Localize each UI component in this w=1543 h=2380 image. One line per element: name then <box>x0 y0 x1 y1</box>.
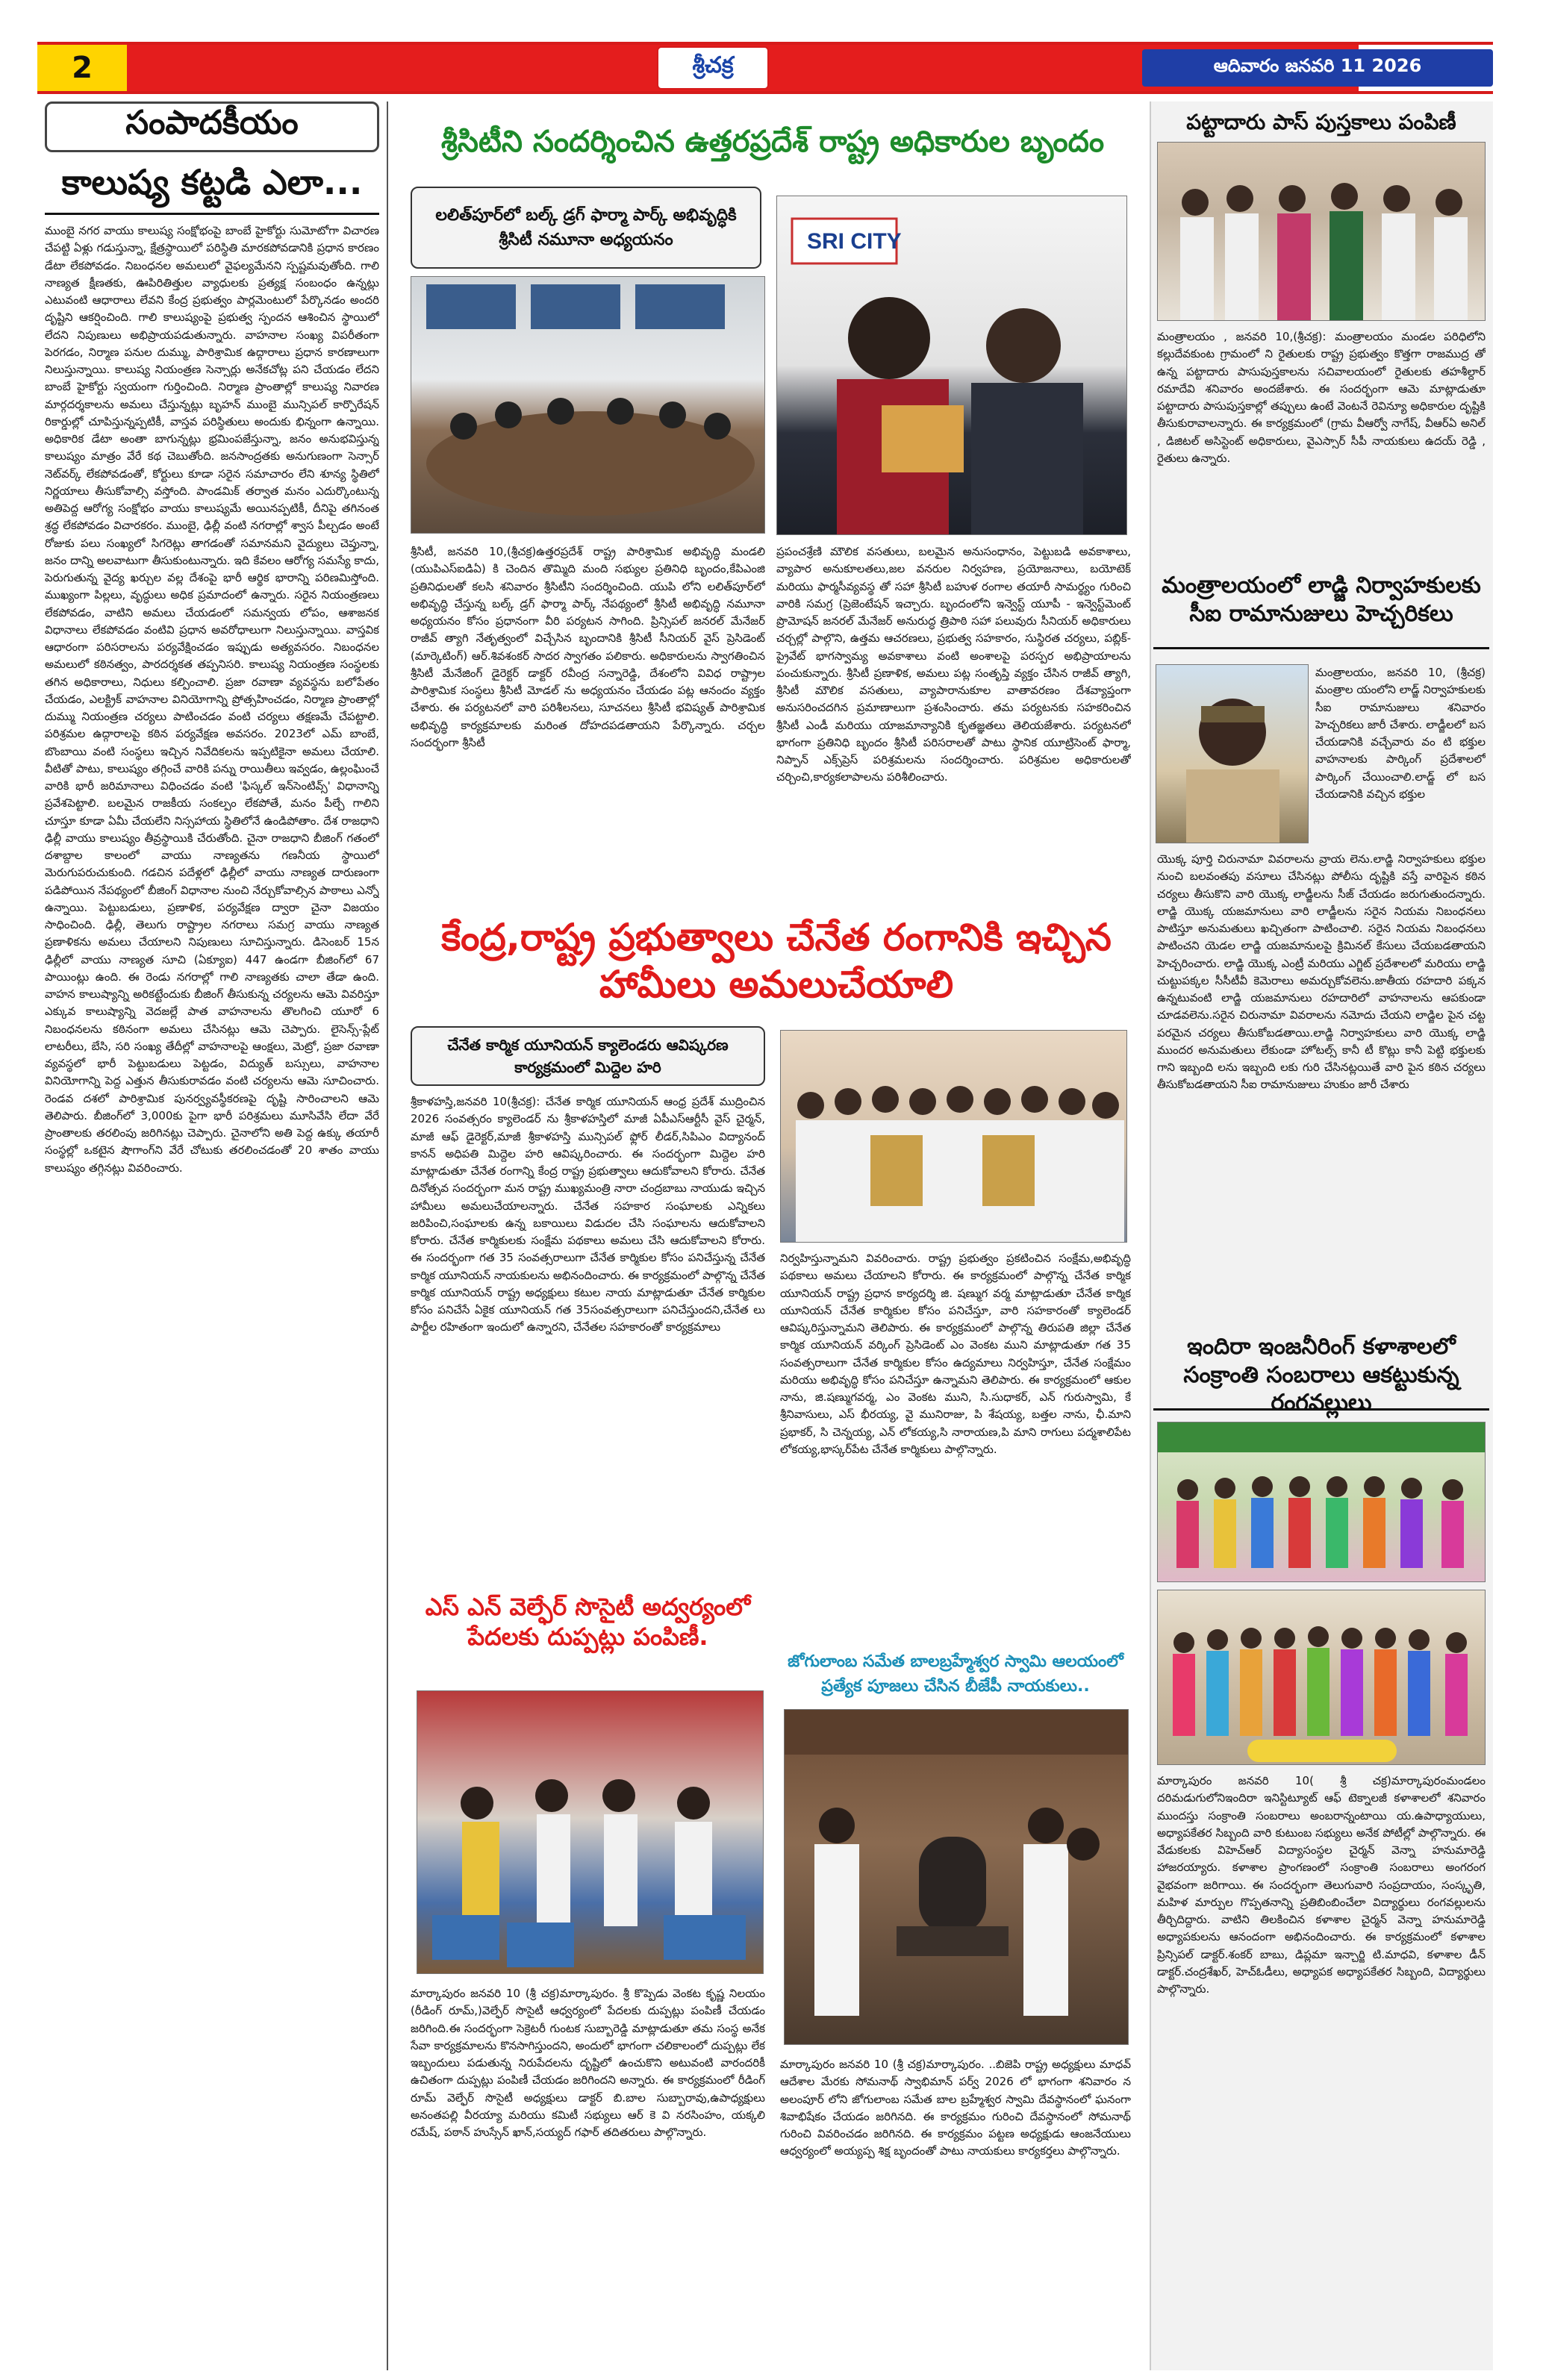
meeting-room-photo <box>411 276 765 534</box>
story-c-headline: ఇందిరా ఇంజనీరింగ్ కళాశాలలో సంక్రాంతి సంబరాలు ఆకట్టుకున్న రంగవల్లులు <box>1153 1328 1489 1411</box>
story-b-body-intro: మంత్రాలయం, జనవరి 10, (శ్రీచక్ర) మంత్రాల యంలోని లాడ్జ్ నిర్వాహకులకు సీఐ రామానుజులు శనివారం హెచ్చరికలు జారీ చేశారు. లాడ్జీలలో బస చేయడానికి వచ్చేవారు వం టి భక్తుల వాహనాలకు పార్కింగ్ ప్రదేశాలలో పార్కింగ్ చేయించాలి.లాడ్జ్ లో బస చేయడానికి వచ్చిన భక్తుల <box>1315 666 1486 801</box>
story1-subhead: లలిత్‌పూర్‌లో బల్క్ డ్రగ్ ఫార్మా పార్క్ అభివృద్ధికి శ్రీసిటీ నమూనా అధ్యయనం <box>411 187 761 269</box>
editorial-body: ముంబై నగర వాయు కాలుష్య సంక్షోభంపై బాంబే హైకోర్టు సుమోటోగా విచారణ చేపట్టి ఏళ్లు గడుస్తున్నా, క్షేత్రస్థాయిలో పరిస్థితి మారకపోవడానికి ప్రధాన కారణం డేటా లేకపోవడం. నిబంధనల అమలులో వైఫల్యమేనని స్పష్టమవుతోంది. గాలి నాణ్యత క్షీణతకు, ఊపిరితిత్తుల వ్యాధులకు ప్రత్యక్ష సంబంధం ఉన్నట్లు ఎటువంటి ఆధారాలు లేవని కేంద్ర ప్రభుత్వం పార్లమెంటులో పేర్కొనడం అందరి దృష్టిని ఆకర్షించింది. గాలి కాలుష్యంపై ప్రభుత్వ స్పందన ఆశించిన స్థాయిలో లేదని నిపుణులు అభిప్రాయపడుతున్నారు. వాహనాల సంఖ్య విపరీతంగా పెరగడం, నిర్మాణ పనుల దుమ్ము, పారిశ్రామిక ఉద్గారాలు ప్రధాన కారణాలుగా నిలుస్తున్నాయి. కాలుష్య నియంత్రణ సెన్సార్లు అనేకచోట్ల పని చేయడం లేదని బాంబే హైకోర్టు స్వయంగా గుర్తించింది. నిర్మాణ ప్రాంతాల్లో కాలుష్య నివారణ మార్గదర్శకాలను అమలు చేస్తున్నట్లు బృహన్ ముంబై మున్సిపల్ కార్పొరేషన్ రికార్డుల్లో చూపిస్తున్నప్పటికీ, వాస్తవ పరిస్థితులు అందుకు భిన్నంగా ఉన్నాయి. అధికారిక డేటా అంతా బాగున్నట్లు భ్రమింపజేస్తున్నా, జనం అనుభవిస్తున్న కాలుష్యం మాత్రం వేరే కథ చెబుతోంది. జనసాంద్రతకు అనుగుణంగా సెన్సార్ నెట్‌వర్క్ లేకపోవడంతో, కోర్టులు కూడా సరైన సమాచారం లేని శూన్య స్థితిలో నిర్ణయాలు తీసుకోవాల్సి వస్తోంది. పాండమిక్ తర్వాత మనం ఎదుర్కొంటున్న అతిపెద్ద ఆరోగ్య సంక్షోభం వాయు కాలుష్యమే అయినప్పటికీ, దీనిపై తగినంత శ్రద్ధ లేకపోవడం విచారకరం. ముంబై, ఢిల్లీ వంటి నగరాల్లో శ్వాస పీల్చడం అంటే రోజుకు పలు సంఖ్యలో సిగరెట్లు తాగడంతో సమానమని వైద్యులు చెప్తున్నా, జనం దాన్ని అలవాటుగా తీసుకుంటున్నారు. ఇది కేవలం ఆరోగ్య సమస్యే కాదు, పెరుగుతున్న వైద్య ఖర్చుల వల్ల దేశంపై భారీ ఆర్థిక భారాన్ని పరిణమిస్తోంది. ముఖ్యంగా పిల్లలు, వృద్ధులు అధిక ప్రమాదంలో ఉన్నారు. సరైన నియంత్రణలు లేకపోవడం, వాటిని అమలు చేయడంలో సమన్వయ లోపం, ఆశాజనక విధానాలు లేకపోవడం వంటివి ప్రధాన అవరోధాలుగా నిలుస్తున్నాయి. వాస్తవిక ఆధారంగా పరిసరాలను పర్యవేక్షించడం ఇప్పుడు అత్యవసరం. నిబంధనల అమలులో కఠినత్వం, పారదర్శకత తప్పనిసరి. కాలుష్య నియంత్రణ సంస్థలకు తగిన అధికారాలు, నిధులు కల్పించాలి. ప్రజా రవాణా వ్యవస్థను బలోపేతం చేయడం, ఎలక్ట్రిక్ వాహనాల వినియోగాన్ని ప్రోత్సహించడం, నిర్మాణ ప్రాంతాల్లో దుమ్ము నియంత్రణ చర్యలు పాటించడం వంటి చర్యలు తక్షణమే చేపట్టాలి. పరిశ్రమల ఉద్గారాలపై కఠిన పర్యవేక్షణ అవసరం. 2023లో ఎమ్ బాంబే, బొంబాయి వంటి సంస్థలు ఇచ్చిన నివేదికలను ఇప్పటికైనా అమలు చేయాలి. వీటితో పాటు, కాలుష్యం తగ్గించే వారికి పన్ను రాయితీలు ఇవ్వడం, ఉల్లంఘించే వారికి భారీ జరిమానాలు విధించడం వంటి 'ఫిస్కల్ ఇన్‌సెంటివ్స్' విధానాన్ని ప్రవేశపెట్టాలి. బలమైన రాజకీయ సంకల్పం లేకపోతే, మనం పీల్చే గాలిని చూస్తూ కూడా ఏమీ చేయలేని నిస్సహాయ స్థితిలోనే ఉండిపోతాం. దేశ రాజధాని ఢిల్లీ వాయు కాలుష్యం తీవ్రస్థాయికి చేరుతోంది. చైనా రాజధాని బీజింగ్ గతంలో దశాబ్దాల కాలంలో వాయు నాణ్యతను గణనీయ స్థాయిలో మెరుగుపరుచుకుంది. గడచిన పదేళ్లలో ఢిల్లీలో వాయు నాణ్యత దారుణంగా పడిపోయిన నేపథ్యంలో బీజింగ్ విధానాల నుంచి నేర్చుకోవాల్సిన పాఠాలు ఎన్నో ఉన్నాయి. పెట్టుబడులు, ప్రణాళిక, పర్యవేక్షణ ద్వారా చైనా విజయం సాధించింది. ఢిల్లీ, తెలుగు రాష్ట్రాల నగరాలు సమగ్ర వాయు నాణ్యత ప్రణాళికను అమలు చేయాలని నిపుణులు సూచిస్తున్నారు. డిసెంబర్ 15న ఢిల్లీలో వాయు నాణ్యత సూచి (ఏక్యూఐ) 447 ఉండగా బీజింగ్‌లో 67 పాయింట్లు ఉంది. ఈ రెండు నగరాల్లో గాలి నాణ్యతకు చాలా తేడా ఉంది. వాహన కాలుష్యాన్ని అరికట్టేందుకు బీజింగ్ తీసుకున్న చర్యలను ఆమె వివరిస్తూ ఎక్కువ కాలుష్యాన్ని వెదజల్లే పాత వాహనాలను తొలగించి యూరో 6 నిబంధనలను కఠినంగా అమలు చేసినట్లు ఆమె చెప్పారు. లైసెన్స్-ప్లేట్ లాటరీలు, బేసి, సరి సంఖ్య తేదీల్లో వాహనాలపై ఆంక్షలు, మెట్రో, ప్రజా రవాణా వ్యవస్థలో భారీ పెట్టుబడులు పెట్టడం, విద్యుత్ బస్సులు, వాహనాల వినియోగాన్ని పెద్ద ఎత్తున తీసుకురావడం వంటి చర్యలను ఆమె సూచించారు. రెండవ దశలో పారిశ్రామిక పునర్వ్యవస్థీకరణపై దృష్టి సారించాలని ఆమె తెలిపారు. బీజింగ్‌లో 3,000కు పైగా భారీ పరిశ్రమలు మూసివేసి లేదా వేరే ప్రాంతాలకు తరలింపు జరిగినట్లు చెప్పారు. చైనాలోని అతి పెద్ద ఉక్కు తయారీ సంస్థల్లో ఒకటైన షౌగాంగ్‌ని వేరే చోటుకు తరలించడంతో 20 శాతం వాయు కాలుష్యం తగ్గినట్లు వివరించారు. <box>45 224 379 1175</box>
newspaper-logo: శ్రీచక్ర <box>657 46 769 90</box>
delegation-illustration <box>777 196 1127 535</box>
story2-subhead: చేనేత కార్మిక యూనియన్ క్యాలెండరు ఆవిష్కరణ కార్యక్రమంలో మిద్దెల హరి <box>411 1026 765 1086</box>
story2-body-right: నిర్వహిస్తున్నామని వివరించారు. రాష్ట్ర ప్రభుత్వం ప్రకటించిన సంక్షేమ,అభివృద్ధి పథకాలు అమలు చేయాలని కోరారు. ఈ కార్యక్రమంలో పాల్గొన్న చేనేత కార్మిక యూనియన్ రాష్ట్ర ప్రధాన కార్యదర్శి జి. షణ్ముగ వర్మ మాట్లాడుతూ చేనేత కార్మిక యూనియన్ చేనేత కార్మికుల కోసం పనిచేస్తూ, వారి సహకారంతో క్యాలెండర్ ఆవిష్కరిస్తున్నామని తెలిపారు. ఈ కార్యక్రమంలో పాల్గొన్న తిరుపతి జిల్లా చేనేత కార్మిక యూనియన్ వర్కింగ్ ప్రెసిడెంట్ ఎం వెంకట ముని మాట్లాడుతూ గత 35 సంవత్సరాలుగా చేనేత కార్మికుల కోసం ఉద్యమాలు నిర్వహిస్తూ, చేనేత సంక్షేమం మరియు అభివృద్ధి కోసం పనిచేస్తూ ఉన్నామని తెలిపారు. ఈ కార్యక్రమంలో ఆకుల నాను, జి.షణ్ముగవర్మ, ఎం వెంకట ముని, సి.సుధాకర్, ఎన్ గురుస్వామి, కే శ్రీనివాసులు, ఎస్ భీరయ్య, వై మునిరాజు, పి శేషయ్య, బత్తల నాను, ఛీ.మాని ప్రభాకర్, సి చెన్నయ్య, ఎన్ లోకయ్య,సి నారాయణ,పి మాని రాగులు పద్మశాలిపేట లోకయ్య,భాస్కర్‌పేట చేనేత కార్మికులు పాల్గొన్నారు. <box>780 1252 1131 1456</box>
pass-book-illustration <box>1158 143 1486 321</box>
calendar-group-illustration <box>781 1031 1127 1243</box>
story2-body-left: శ్రీకాళహస్తి,జనవరి 10(శ్రీచక్ర): చేనేత కార్మిక యూనియన్ ఆంధ్ర ప్రదేశ్ ముద్రించిన 2026 సంవత్సరం క్యాలెండర్ ను శ్రీకాళహస్తిలో మాజీ ఏపీఎస్ఆర్టీసీ వైస్ చైర్మన్, మాజీ ఆఫ్ డైరెక్టర్,మాజీ శ్రీకాళహస్తి మున్సిపల్ ఫ్లోర్ లీడర్,సిపిఎం విద్యానంద్ కానన్ అధిపతి మిద్దెల హరి ఆవిష్కరించారు. ఈ సందర్భంగా మిద్దెల హరి మాట్లాడుతూ చేనేత రంగాన్ని కేంద్ర రాష్ట్ర ప్రభుత్వాలు ఆదుకోవాలని కోరారు. చేనేత దినోత్సవ సందర్భంగా మన రాష్ట్ర ముఖ్యమంత్రి నారా చంద్రబాబు నాయుడు ఇచ్చిన హామీలు అమలుచేయాలన్నారు. చేనేత సహకార సంఘాలకు ఎన్నికలు జరిపించి,సంఘాలకు ఉన్న బకాయిలు విడుదల చేసి సంఘాలను ఆదుకోవాలని కోరారు. చేనేత కార్మికులకు సంక్షేమ పథకాలు అమలు చేసి ఆదుకోవాలని కోరారు. ఈ సందర్భంగా గత 35 సంవత్సరాలుగా చేనేత కార్మికుల కోసం పనిచేస్తున్న చేనేత కార్మిక యూనియన్ నాయకులను అభినందించారు. ఈ కార్యక్రమంలో పాల్గొన్న చేనేత కార్మిక యూనియన్ రాష్ట్ర అధ్యక్షులు కటుల నాయ మాట్లాడుతూ చేనేత కార్మికుల కోసం పనిచేసే ఏకైక యూనియన్ గత 35సంవత్సరాలుగా పనిచేస్తుందని,చేనేత లు పార్టీల రహితంగా ఇందులో ఉన్నారని, చేనేతల సహకారంతో కార్యక్రమాలు <box>411 1095 765 1334</box>
story-a-headline: పట్టాదారు పాస్ పుస్తకాలు పంపిణీ <box>1186 110 1456 134</box>
story2-headline: కేంద్ర,రాష్ట్ర ప్రభుత్వాలు చేనేత రంగానికి ఇచ్చిన హామీలు అమలుచేయాలి <box>441 916 1112 1006</box>
page-number: 2 <box>37 45 127 91</box>
editorial-heading: సంపాదకీయం <box>45 101 379 152</box>
pass-book-photo <box>1157 142 1486 321</box>
temple-illustration <box>785 1710 1129 2045</box>
issue-date: ఆదివారం జనవరి 11 2026 <box>1142 49 1493 87</box>
sankranti-photo-1 <box>1157 1422 1486 1582</box>
blanket-distribution-photo <box>417 1690 764 1974</box>
editorial-title: కాలుష్య కట్టడి ఎలా... <box>45 160 379 215</box>
sri-city-sign: SRI CITY <box>807 229 902 254</box>
sankranti-illustration-1 <box>1158 1422 1486 1582</box>
story3-headline: ఎస్ ఎన్ వెల్ఫేర్ సొసైటీ అద్వర్యంలో పేదలకు దుప్పట్లు పంపిణీ. <box>425 1592 751 1651</box>
sankranti-photo-2 <box>1157 1590 1486 1765</box>
story-a-body: మంత్రాలయం , జనవరి 10,(శ్రీచక్ర): మంత్రాలయం మండల పరిధిలోని కల్లుదేవకుంట గ్రామంలో ని రైతులకు రాష్ట్ర ప్రభుత్వం కొత్తగా రాజముద్ర తో ఉన్న పట్టాదారు పాసుపుస్తకాలను సచివాలయంలో రైతులకు తహశీల్దార్ రమాదేవి శనివారం అందజేశారు. ఈ సందర్భంగా ఆమె మాట్లాడుతూ పట్టాదారు పాసుపుస్తకాల్లో తప్పులు ఉంటే వెంటనే రెవిన్యూ అధికారుల దృష్టికి తీసుకురావాలన్నారు. ఈ కార్యక్రమంలో (గ్రామ వీఆర్వో నాగేష్, వీఆర్ఏ అనిల్ , డిజిటల్ అసిస్టెంట్ అధికారులు, వైఎస్సార్ సీపీ నాయకులు ఉదయ్ రెడ్డి , రైతులు ఉన్నారు. <box>1157 330 1486 465</box>
ci-portrait-illustration <box>1156 665 1309 843</box>
calendar-release-photo <box>780 1030 1127 1243</box>
meeting-table-illustration <box>411 277 765 534</box>
blanket-distribution-illustration <box>417 1691 764 1974</box>
story1-body-right: ప్రపంచశ్రేణి మౌలిక వసతులు, బలమైన అనుసంధానం, పెట్టుబడి అవకాశాలు, వ్యాపార అనుకూలతలు,జల వనరుల నిర్వహణ, ప్రయోజనాలు, బయోటెక్ మరియు ఫార్మసీవ్యవస్థ తో సహా శ్రీసిటీ బహుళ రంగాల తయారీ సామర్థ్యం గురించి వారికి సమగ్ర (ప్రెజెంటేషన్ ఇచ్చారు. బృందంలోని ఇన్వెస్ట్ యూపీ - ఇన్వెస్ట్‌మెంట్ ప్రొమోషన్ జనరల్ మేనేజర్ అనురుద్ధ త్రిపాఠి సహా పలువురు సీనియర్ అధికారులు చర్చల్లో పాల్గొని, ఉత్తమ ఆచరణలు, ప్రభుత్వ సహకారం, సుస్థిరత చర్యలు, పబ్లిక్-ప్రైవేట్ భాగస్వామ్య అవకాశాలు వంటి అంశాలపై పరస్పర అభిప్రాయాలను పంచుకున్నారు. శ్రీసిటీ ప్రణాళిక, అమలు పట్ల సంతృప్తి వ్యక్తం చేసిన రాజీవ్ త్యాగి, శ్రీసిటీ మౌలిక వసతులు, వ్యాపారానుకూల వాతావరణం దేశవ్యాప్తంగా అనుసరించదగిన ప్రమాణాలుగా ప్రశంసించారు. తమ పర్యటనకు సహకరించిన శ్రీసిటీ ఎండీ మరియు యాజమాన్యానికి కృతజ్ఞతలు తెలియజేశారు. పర్యటనలో భాగంగా ప్రతినిధి బృందం శ్రీసిటీ పరిసరాలతో పాటు స్థానిక యూట్రిసెంట్ ఫార్మా, నిప్పాన్ ఎక్స్‌ప్రెస్ పరిశ్రమలను సందర్శించారు. పరిశ్రమల అధికారులతో చర్చించి,కార్యకలాపాలను పరిశీలించారు. <box>776 545 1131 784</box>
temple-pooja-photo <box>784 1709 1129 2045</box>
story1-body-left: శ్రీసిటీ, జనవరి 10,(శ్రీచక్ర)ఉత్తరప్రదేశ్ రాష్ట్ర పారిశ్రామిక అభివృద్ధి మండలి (యుపిఎస్ఐడిఏ) కి చెందిన తొమ్మిది మంది సభ్యుల ప్రతినిధి బృందం,కేపిఎంజి ప్రతినిధులతో కలసి శనివారం శ్రీసిటీని సందర్శించింది. యుపి లోని లలిత్‌పూర్‌లో అభివృద్ధి చేస్తున్న బల్క్ డ్రగ్ ఫార్మా పార్క్ నేపథ్యంలో శ్రీసిటీ అభివృద్ధి నమూనా అధ్యయనం కోసం ప్రధానంగా వీరి పర్యటన సాగింది. ప్రిన్సిపల్ జనరల్ మేనేజర్ రాజీవ్ త్యాగి నేతృత్వంలో విచ్చేసిన బృందానికి శ్రీసిటీ సీనియర్ వైస్ ప్రెసిడెంట్ (మార్కెటింగ్) ఆర్.శివశంకర్ సాదర స్వాగతం పలికారు. అధికారులను స్వాగతించిన శ్రీసిటీ మేనేజింగ్ డైరెక్టర్ డాక్టర్ రవీంద్ర సన్నారెడ్డి, దేశంలోని వివిధ రాష్ట్రాల పారిశ్రామిక సంస్థలు శ్రీసిటీ మోడల్ ను అధ్యయనం చేయడం పట్ల ఆనందం వ్యక్తం చేశారు. ఈ పర్యటనలో వారి పరిశీలనలు, సూచనలు శ్రీసిటీ భవిష్యత్ పారిశ్రామిక అభివృద్ధి కార్యక్రమాలకు మరింత దోహదపడతాయని పేర్కొన్నారు. చర్చల సందర్భంగా శ్రీసిటీ <box>411 545 765 749</box>
story-c-body: మార్కాపురం జనవరి 10( శ్రీ చక్ర)మార్కాపురంమండలం దరిమడుగులోనిఇందిరా ఇనిస్టిట్యూట్ ఆఫ్ టెక్నాలజీ కళాశాలలో శనివారం ముందస్తు సంక్రాంతి సంబరాలు అంబరాన్నంటాయి య.ఉపాధ్యాయులు, అధ్యాపకేతర సిబ్బంది వారి కుటుంబ సభ్యులు అనేక పోటీల్లో పాల్గొన్నారు. ఈ వేడుకలకు విహెచ్‌ఆర్ విద్యాసంస్థల చైర్మన్ వెన్నా హనుమారెడ్డి హాజరయ్యారు. కళాశాల ప్రాంగణంలో సంక్రాంతి సంబరాలు అంగరంగ వైభవంగా జరిగాయి. ఈ సందర్భంగా తెలుగువారి సంప్రదాయం, సంస్కృతి, మహిళ మార్పుల గొప్పతనాన్ని ప్రతిబింబించేలా విద్యార్థులు రంగవల్లులను తీర్చిదిద్దారు. వాటిని తిలకించిన కళాశాల చైర్మన్ వెన్నా హనుమారెడ్డి అధ్యాపకులను ఆనందంగా అభినందించారు. ఈ కార్యక్రమంలో కళాశాల ప్రిన్సిపల్ డాక్టర్.శంకర్ బాబు, డిప్లమా ఇన్చార్జి టి.మాధవి, కళాశాల డీన్ డాక్టర్.చంద్రశేఖర్, హెచ్‌ఓడీలు, అధ్యాపక అధ్యాపకేతర సిబ్బంది, విద్యార్థులు పాల్గొన్నారు. <box>1157 1774 1486 1996</box>
editorial-column <box>45 101 388 2370</box>
story1-headline: శ్రీసిటీని సందర్శించిన ఉత్తరప్రదేశ్ రాష్ట్ర అధికారుల బృందం <box>440 125 1105 159</box>
story-b-body: యొక్క పూర్తి చిరునామా వివరాలను వ్రాయ లెను.లాడ్జి నిర్వాహకులు భక్తుల నుంచి బలవంతపు వసూలు చేసినట్లు పోలీసు దృష్టికి వస్తే వారిపైన కఠిన చర్యలు తీసుకొని వారి యొక్క లాడ్జీలను సీజ్ చేయడం జరుగుతుందన్నారు. లాడ్జి యొక్క యజమానులు వారి లాడ్జీలను సరైన నియమ నిబంధనలు పాటిస్తూ అనుమతులు ఖచ్చితంగా పాటించాలి. సరైన నియమ నిబంధనలు పాటించని యెడల లాడ్జి యజమానులపై క్రిమినల్ కేసులు చేయబడతాయని హెచ్చరించారు. లాడ్జి యొక్క ఎంట్రీ మరియు ఎగ్జిట్ ప్రదేశాలలో మరియు లాడ్జి చుట్టుపక్కల సీసీటీవీ కెమెరాలు అమర్చుకోవలెను.జాతీయ రహదారి పక్కన ఉన్నటువంటి లాడ్జి యజమానులు రహదారిలో వాహనాలను ఆపకుండా చూడవలెను.సరైన చిరునామా వివరాలను నమోదు చేయని లాడ్జిల పైన చట్ట పరమైన చర్యలు తీసుకోబడతాయి.లాడ్జి నిర్వాహకులు వారి యొక్క లాడ్జి ముందర అనుమతులు లేకుండా హోటల్స్ కానీ టీ కొట్లు కానీ పెట్టి భక్తులకు గాని ఇబ్బంది లను ఇబ్బంది లకు గురి చేసినట్లయితే వారి పైన కఠిన చర్యలు తీసుకోబడతాయని సీఐ రామానుజులు హుకుం జారీ చేశారు <box>1157 852 1486 1092</box>
story4-body: మార్కాపురం జనవరి 10 (శ్రీ చక్ర)మార్కాపురం. ..బిజెపి రాష్ట్ర అధ్యక్షులు మాధవ్ ఆదేశాల మేరకు సోమనాథ్ స్వాభిమాన్ పర్వ్ 2026 లో భాగంగా శనివారం న అలంపూర్ లోని జోగులాంబ సమేత బాల బ్రహ్మేశ్వర స్వామి దేవస్థానంలో ఘనంగా శివాభిషేకం చేయడం జరిగినది. ఈ కార్యక్రమం గురించి దేవస్థానంలో సోమనాథ్ గురించి వివరించడం జరిగినది. ఈ కార్యక్రమం పట్టణ అధ్యక్షుడు ఆంజనేయులు ఆధ్వర్యంలో అయ్యప్ప శిక్ష బృందంతో పాటు నాయకులు కార్యకర్తలు పాల్గొన్నారు. <box>780 2058 1131 2158</box>
story4-headline: జోగులాంబ సమేత బాలబ్రహ్మేశ్వర స్వామి ఆలయంలో ప్రత్యేక పూజలు చేసిన బీజేపీ నాయకులు.. <box>788 1652 1123 1696</box>
sankranti-illustration-2 <box>1158 1590 1486 1765</box>
delegation-photo <box>776 196 1127 535</box>
ci-portrait-photo <box>1156 664 1309 843</box>
story3-body: మార్కాపురం జనవరి 10 (శ్రీ చక్ర)మార్కాపురం. శ్రీ కొప్పెడు వెంకట కృష్ణ నిలయం (రీడింగ్ రూమ్,)వెల్ఫేర్ సొసైటీ ఆధ్వర్యంలో పేదలకు దుప్పట్లు పంపిణీ చేయడం జరిగింది.ఈ సందర్భంగా సెక్రెటరీ గుంటక సుబ్బారెడ్డి మాట్లాడుతూ తమ సంస్థ అనేక సేవా కార్యక్రమాలను కొనసాగిస్తుందని, అందులో భాగంగా చలికాలంలో దుప్పట్లు లేక ఇబ్బందులు పడుతున్న నిరుపేదలను దృష్టిలో ఉంచుకొని అటువంటి వారందరికీ ఉచితంగా దుప్పట్లు పంపిణీ చేయడం జరిగిందని అన్నారు. ఈ కార్యక్రమంలో రీడింగ్ రూమ్ వెల్ఫేర్ సొసైటీ అధ్యక్షులు డాక్టర్ బి.బాల సుబ్బారావు,ఉపాధ్యక్షులు అనంతపల్లి వీరయ్యా మరియు కమిటీ సభ్యులు ఆర్ కె వి నరసింహం, యక్కలి రమేష్, పఠాన్ హుస్సేన్ ఖాన్,సయ్యద్ గఫార్ తదితరులు పాల్గొన్నారు. <box>411 1987 765 2139</box>
story-b-headline: మంత్రాలయంలో లాడ్జి నిర్వాహకులకు సీఐ రామానుజులు హెచ్చరికలు <box>1153 567 1489 649</box>
masthead <box>37 42 1493 94</box>
